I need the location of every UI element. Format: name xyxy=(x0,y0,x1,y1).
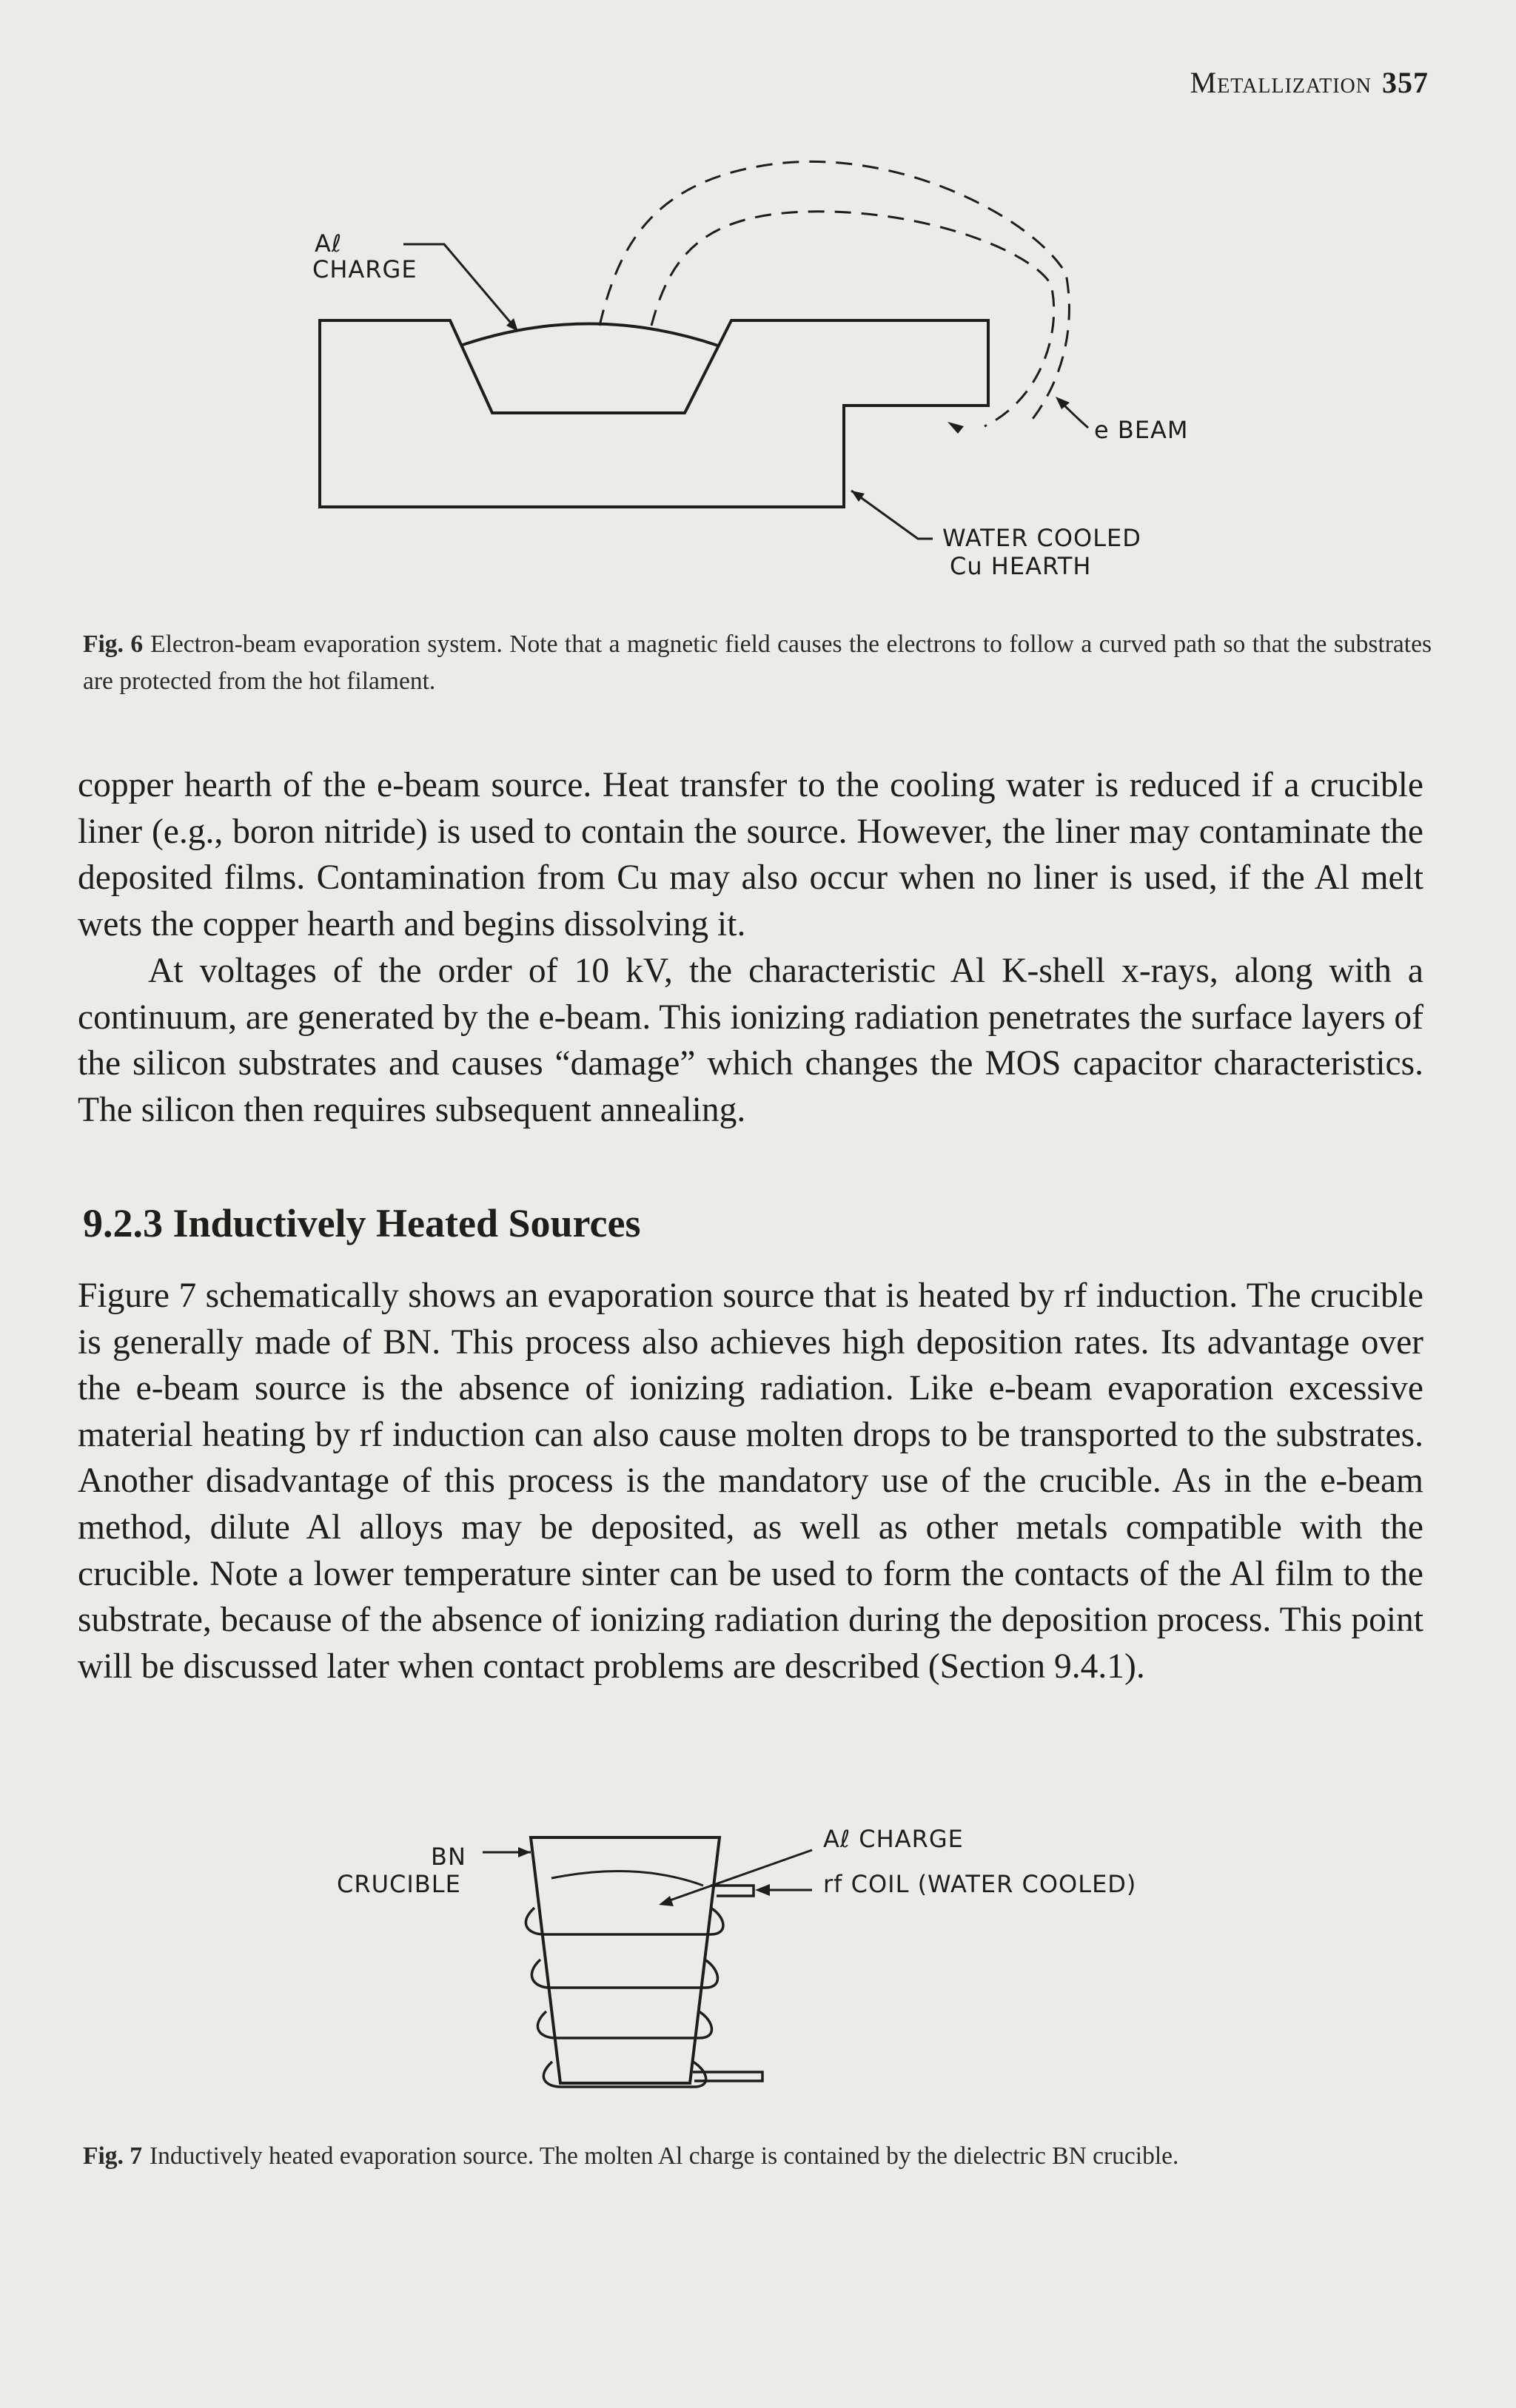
cu-hearth-block xyxy=(320,320,988,507)
running-title: Metallization xyxy=(1190,66,1372,99)
fig6-label-hearth-2: Cu HEARTH xyxy=(950,552,1092,580)
figure-6-caption xyxy=(83,626,1432,700)
hearth-leader xyxy=(851,491,933,539)
page-number: 357 xyxy=(1382,66,1429,99)
al-charge-surface-7 xyxy=(551,1871,703,1886)
rf-coil xyxy=(526,1886,762,2087)
charge-leader-7 xyxy=(670,1850,812,1900)
charge-leader xyxy=(403,244,518,332)
fig6-label-charge-1: Aℓ xyxy=(315,229,343,258)
al-charge-surface xyxy=(460,324,718,346)
figure-6-diagram xyxy=(0,133,1516,592)
fig6-label-charge-2: CHARGE xyxy=(312,255,417,283)
fig7-label-crucible: CRUCIBLE xyxy=(337,1870,461,1898)
fig6-label-hearth-1: WATER COOLED xyxy=(942,524,1141,552)
fig7-label-bn: BN xyxy=(431,1843,466,1871)
fig6-label-ebeam: e BEAM xyxy=(1094,416,1189,444)
section-heading: 9.2.3 Inductively Heated Sources xyxy=(83,1201,641,1245)
fig7-label-charge: Aℓ CHARGE xyxy=(823,1825,964,1853)
figure-7-caption xyxy=(83,2138,1432,2175)
fig7-caption-text: Inductively heated evaporation source. The molten Al charge is contained by the dielectric BN crucible. xyxy=(150,2142,1179,2170)
fig7-label-rf-coil: rf COIL (WATER COOLED) xyxy=(823,1870,1137,1898)
paragraph-1: copper hearth of the e-beam source. Heat transfer to the cooling water is reduced if a crucible liner (e.g., boron nitride) is used to contain the source. However, the liner may contaminate the deposited films. Contamination from Cu may also occur when no liner is used, if the Al melt wets the copper hearth and begins dissolving it. xyxy=(78,766,1423,944)
fig6-caption-text: Electron-beam evaporation system. Note that a magnetic field causes the electrons to follow a curved path so that the substrates are protected from the hot filament. xyxy=(83,630,1432,695)
fig6-caption-number: Fig. 6 xyxy=(83,630,144,658)
running-head xyxy=(1190,65,1429,100)
paragraph-3: Figure 7 schematically shows an evaporation source that is heated by rf induction. The crucible is generally made of BN. This process also achieves high deposition rates. Its advantage over the e-beam source is the absence of ionizing radiation. Like e-beam evaporation excessive material heating by rf induction can also cause molten drops to be transported to the substrates. Another disadvantage of this process is the mandatory use of the crucible. As in the e-beam method, dilute Al alloys may be deposited, as well as other metals compatible with the crucible. Note a lower temperature sinter can be used to form the contacts of the Al film to the substrate, because of the absence of ionizing radiation during the deposition process. This point will be discussed later when contact problems are described (Section 9.4.1). xyxy=(78,1277,1423,1686)
paragraph-2: At voltages of the order of 10 kV, the characteristic Al K-shell x-rays, along with a continuum, are generated by the e-beam. This ionizing radiation penetrates the surface layers of the silicon substrates and causes “damage” which changes the MOS capacitor characteristics. The silicon then requires subsequent annealing. xyxy=(78,952,1423,1129)
ebeam-path-outer xyxy=(600,161,1069,419)
ebeam-path-inner xyxy=(651,212,1054,426)
bn-crucible xyxy=(531,1837,720,2083)
figure-7-diagram xyxy=(0,1806,1516,2102)
fig7-caption-number: Fig. 7 xyxy=(83,2142,143,2170)
